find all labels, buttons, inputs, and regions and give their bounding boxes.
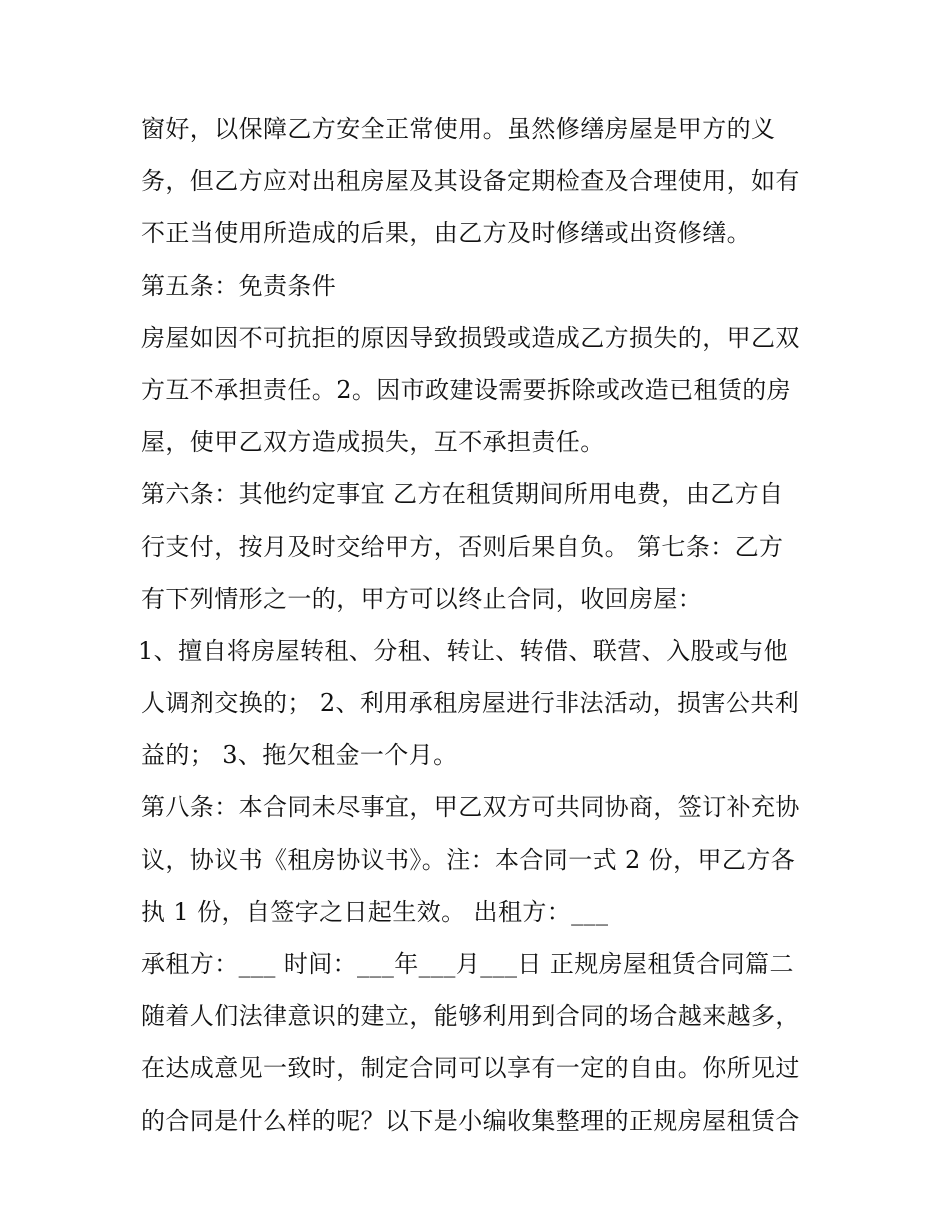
text-line: 的合同是什么样的呢？以下是小编收集整理的正规房屋租赁合: [141, 1106, 800, 1135]
text-line: 房屋如因不可抗拒的原因导致损毁或造成乙方损失的，甲乙双: [141, 323, 800, 352]
article-6-line: 第六条：其他约定事宜 乙方在租赁期间所用电费，由乙方自: [141, 480, 784, 509]
body-text: [138, 103, 821, 1147]
text-line: 议，协议书《租房协议书》。注：本合同一式 2 份，甲乙方各: [141, 845, 796, 874]
text-line: 窗好，以保障乙方安全正常使用。虽然修缮房屋是甲方的义: [141, 115, 776, 143]
text-line: 人调剂交换的； 2、利用承租房屋进行非法活动，损害公共利: [141, 689, 800, 718]
text-line: 不正当使用所造成的后果，由乙方及时修缮或出资修缮。: [141, 219, 751, 248]
text-line: 1、擅自将房屋转租、分租、转让、转借、联营、入股或与他: [138, 636, 789, 665]
text-line: 执 1 份，自签字之日起生效。 出租方：___: [141, 897, 609, 926]
article-8-line: 第八条：本合同未尽事宜，甲乙双方可共同协商，签订补充协: [141, 793, 800, 822]
text-line: 行支付，按月及时交给甲方，否则后果自负。 第七条：乙方: [141, 532, 784, 561]
text-line: 随着人们法律意识的建立，能够利用到合同的场合越来越多，: [141, 1002, 800, 1031]
text-line: 务，但乙方应对出租房屋及其设备定期检查及合理使用，如有: [141, 167, 800, 196]
text-line: 方互不承担责任。2。因市政建设需要拆除或改造已租赁的房: [141, 375, 792, 404]
article-5-heading: 第五条：免责条件: [141, 271, 337, 300]
text-line: 益的； 3、拖欠租金一个月。: [141, 741, 458, 770]
signature-line: 承租方：___ 时间：___年___月___日 正规房屋租赁合同篇二: [141, 950, 794, 978]
text-line: 屋，使甲乙双方造成损失，互不承担责任。: [141, 428, 605, 457]
text-line: 有下列情形之一的，甲方可以终止合同，收回房屋：: [141, 584, 703, 613]
text-line: 在达成意见一致时，制定合同可以享有一定的自由。你所见过: [141, 1054, 800, 1083]
